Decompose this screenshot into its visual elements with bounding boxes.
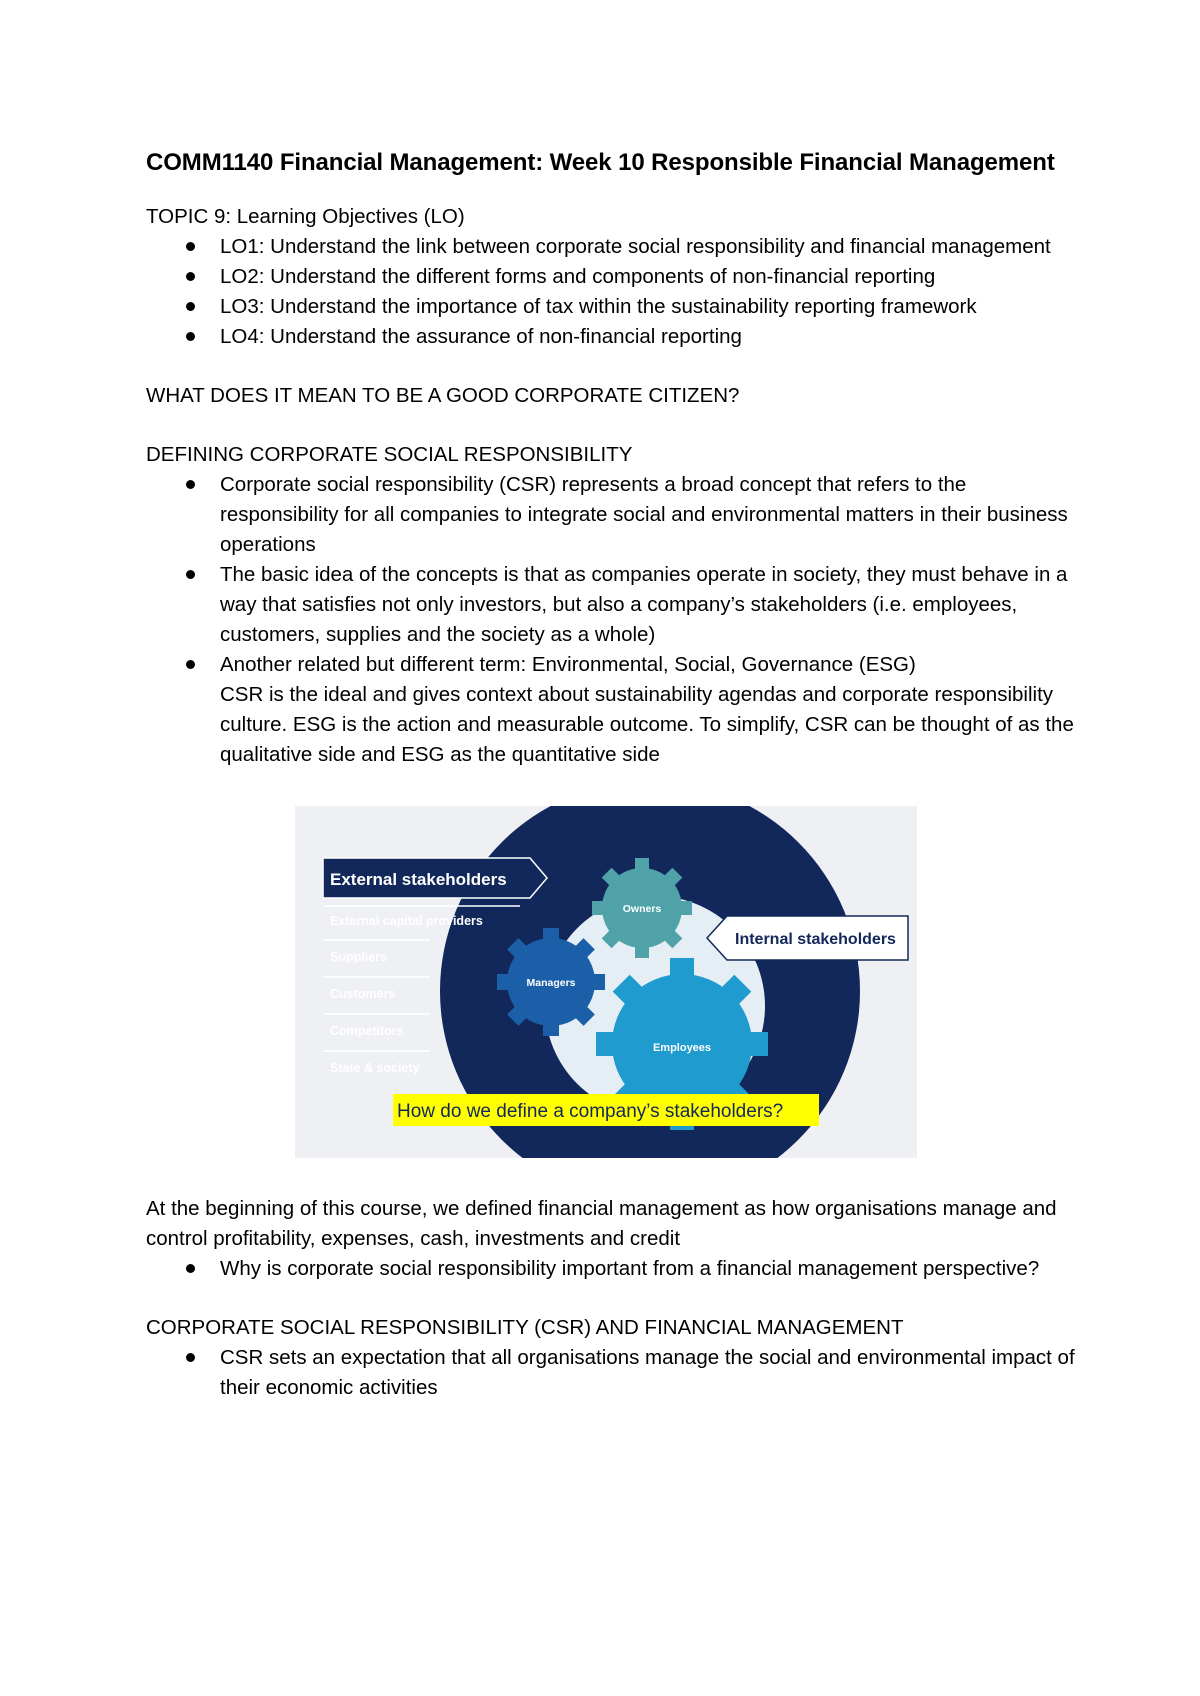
list-item: Why is corporate social responsibility important from a financial management perspective? [146, 1254, 1076, 1284]
internal-title: Internal stakeholders [735, 931, 896, 948]
csr-continuation: CSR is the ideal and gives context about sustainability agendas and corporate responsibility culture. ESG is the action and measurable outcome. To simplify, CSR can be thought of as the qualitative side and ESG as the quantitative side [220, 683, 1074, 766]
list-item: LO1: Understand the link between corporate social responsibility and financial management [146, 232, 1076, 262]
topic-heading: TOPIC 9: Learning Objectives (LO) [146, 205, 465, 228]
document-body [146, 146, 1076, 1403]
list-item: Corporate social responsibility (CSR) represents a broad concept that refers to the responsibility for all companies to integrate social and environmental matters in their business operations [146, 470, 1076, 560]
stakeholders-figure [295, 806, 917, 1158]
list-item: LO2: Understand the different forms and components of non-financial reporting [146, 262, 1076, 292]
document-title: COMM1140 Financial Management: Week 10 Responsible Financial Management [146, 149, 1055, 176]
intro-paragraph: At the beginning of this course, we defined financial management as how organisations manage and control profitability, expenses, cash, investments and credit [146, 1197, 1057, 1250]
figure-caption: How do we define a company’s stakeholders? [397, 1101, 784, 1122]
employees-label: Employees [652, 1042, 712, 1054]
fm-points-list [146, 1343, 1076, 1403]
question-heading: WHAT DOES IT MEAN TO BE A GOOD CORPORATE CITIZEN? [146, 384, 740, 407]
external-item: Competitors [330, 1024, 404, 1038]
list-item: LO3: Understand the importance of tax within the sustainability reporting framework [146, 292, 1076, 322]
intro-points-list [146, 1254, 1076, 1284]
list-item: The basic idea of the concepts is that as companies operate in society, they must behave in a way that satisfies not only investors, but also a company’s stakeholders (i.e. employees, customers, supplies and the society as a whole) [146, 560, 1076, 650]
owners-gear [592, 858, 692, 958]
learning-objectives-list [146, 232, 1076, 352]
managers-gear [497, 928, 605, 1036]
csr-points-list [146, 470, 1076, 770]
stakeholders-diagram [295, 806, 917, 1158]
list-item: LO4: Understand the assurance of non-financial reporting [146, 322, 1076, 352]
list-item [146, 650, 1076, 770]
external-item: Suppliers [330, 950, 387, 964]
csr-heading: DEFINING CORPORATE SOCIAL RESPONSIBILITY [146, 443, 633, 466]
external-item: Customers [330, 987, 396, 1001]
esg-term: Another related but different term: Environmental, Social, Governance (ESG) [220, 653, 916, 676]
external-item: State & society [330, 1061, 420, 1075]
external-title: External stakeholders [330, 870, 507, 889]
owners-label: Owners [622, 903, 662, 915]
external-item: External capital providers [330, 914, 483, 928]
fm-heading: CORPORATE SOCIAL RESPONSIBILITY (CSR) AND FINANCIAL MANAGEMENT [146, 1316, 904, 1339]
list-item: CSR sets an expectation that all organisations manage the social and environmental impact of their economic activities [146, 1343, 1076, 1403]
managers-label: Managers [526, 977, 576, 989]
